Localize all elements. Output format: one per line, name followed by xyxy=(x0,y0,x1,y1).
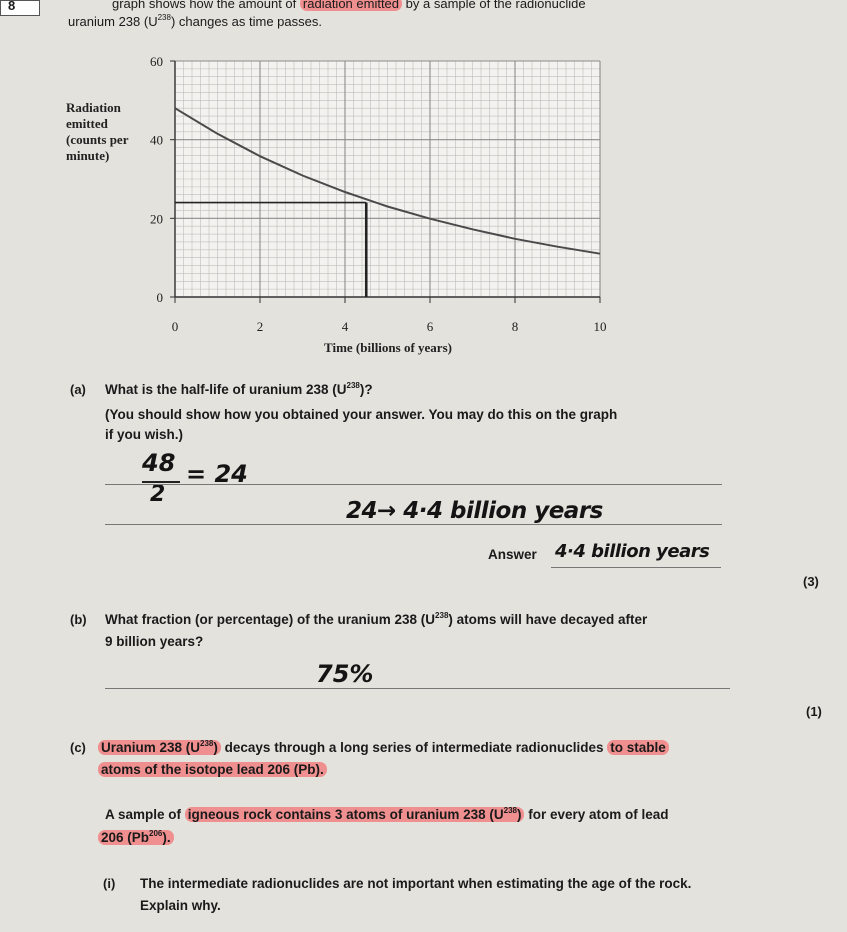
part-b-marks: (1) xyxy=(806,704,822,719)
answer-line-final xyxy=(551,567,721,568)
answer-label: Answer xyxy=(488,547,537,562)
part-c-text-2: A sample of igneous rock contains 3 atoms of uranium 238 $(U^{238})$ for every atom of lead xyxy=(105,806,669,822)
x-tick-label: 4 xyxy=(341,319,349,334)
part-a-instruction-1: (You should show how you obtained your answer. You may do this on the graph xyxy=(105,407,618,422)
answer-value: 4·4 billion years xyxy=(555,541,710,562)
y-axis-title-line: (counts per xyxy=(66,132,129,147)
y-axis-title-line: minute) xyxy=(66,148,110,163)
part-a-question: What is the half-life of uranium 238 $(U^{238})$? xyxy=(105,381,373,397)
working-equals: = 24 xyxy=(186,460,248,488)
x-tick-label: 6 xyxy=(426,319,434,334)
working-denominator: 2 xyxy=(150,482,166,507)
part-c-label: (c) xyxy=(70,740,86,755)
part-a-label: (a) xyxy=(70,382,86,397)
x-tick-label: 8 xyxy=(511,319,519,334)
question-number: 8 xyxy=(8,0,16,13)
y-tick-label: 60 xyxy=(150,54,163,69)
part-c-text-1b: atoms of the isotope lead 206 (Pb). xyxy=(98,760,327,780)
x-tick-labels xyxy=(172,319,607,334)
x-tick-label: 10 xyxy=(593,319,607,334)
part-b-answer-line xyxy=(105,688,730,689)
x-axis-title: Time (billions of years) xyxy=(324,340,452,355)
x-tick-label: 2 xyxy=(256,319,264,334)
working-line-2: 24→ 4·4 billion years xyxy=(346,498,603,524)
part-b-label: (b) xyxy=(70,612,87,627)
part-c-i-text-2: Explain why. xyxy=(140,898,221,913)
working-numerator: 48 xyxy=(142,449,176,477)
part-a-marks: (3) xyxy=(803,574,819,589)
answer-line-1 xyxy=(105,484,722,485)
intro-line-1: graph shows how the amount of radiation emitted by a sample of the radionuclide xyxy=(112,0,586,14)
part-b-answer: 75% xyxy=(316,660,374,688)
part-c-text-2b: 206 (Pb$^{206}$). xyxy=(98,828,174,848)
y-tick-labels xyxy=(150,54,163,305)
y-axis-title xyxy=(66,100,129,163)
x-tick-label: 0 xyxy=(171,319,179,334)
part-c-i-text-1: The intermediate radionuclides are not important when estimating the age of the rock. xyxy=(140,876,692,891)
part-b-question: What fraction (or percentage) of the uranium 238 $(U^{238})$ atoms will have decayed after xyxy=(105,611,648,627)
y-axis-title-line: Radiation xyxy=(66,100,121,115)
part-c-i-label: (i) xyxy=(103,876,116,891)
y-tick-label: 0 xyxy=(156,290,163,305)
decay-graph xyxy=(0,0,847,380)
answer-line-2 xyxy=(105,524,722,525)
y-tick-label: 40 xyxy=(150,132,163,148)
part-c-text-1: Uranium 238 $(U^{238})$ decays through a long series of intermediate radionuclides to stable xyxy=(98,738,669,758)
y-axis-title-line: emitted xyxy=(66,116,108,131)
y-tick-label: 20 xyxy=(150,211,163,227)
part-a-instruction-2: if you wish.) xyxy=(105,427,184,442)
part-b-question-2: 9 billion years? xyxy=(105,634,204,649)
intro-line-2: uranium 238 $(U^{238})$ changes as time passes. xyxy=(68,13,322,29)
